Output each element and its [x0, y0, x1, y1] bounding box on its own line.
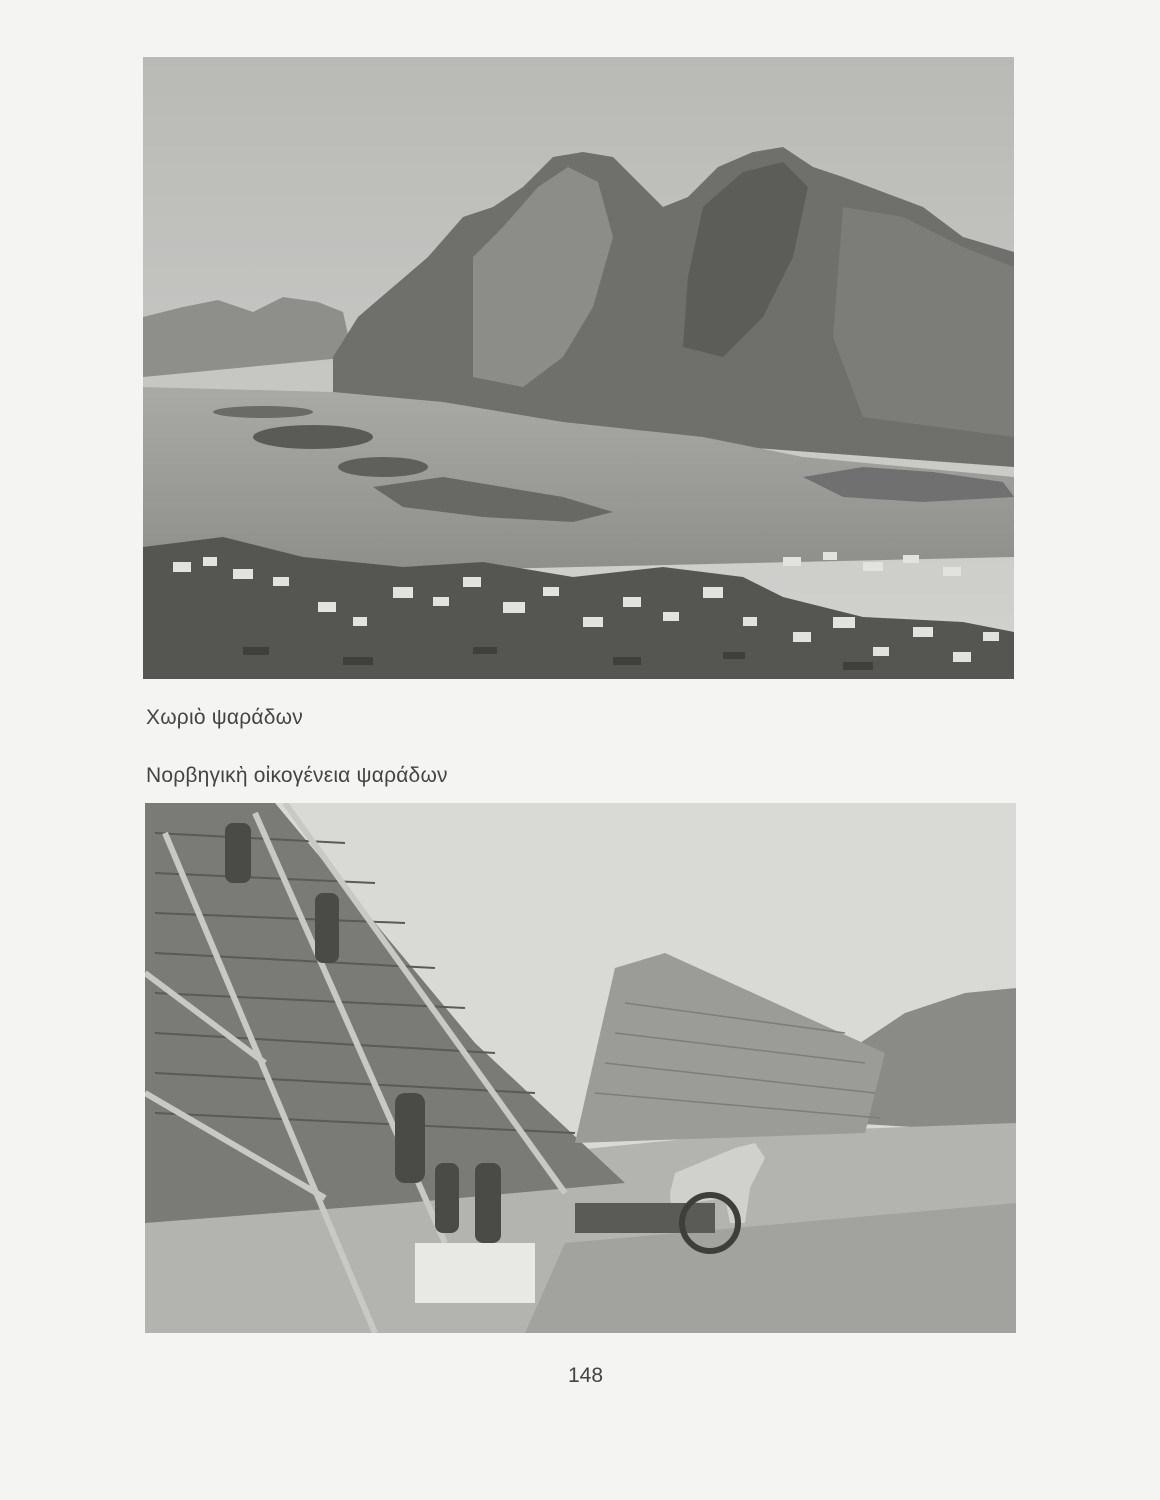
figure-caption-family: Νορβηγικὴ οἰκογένεια ψαράδων	[146, 764, 448, 787]
islet	[213, 406, 313, 418]
islet	[253, 425, 373, 449]
fish-drying-racks-illustration	[145, 803, 1016, 1333]
fish-drying-racks-photo	[145, 803, 1016, 1333]
page-number: 148	[568, 1364, 604, 1387]
islet	[338, 457, 428, 477]
figure-caption-village: Χωριὸ ψαράδων	[146, 706, 303, 729]
fishing-village-photo	[143, 57, 1014, 679]
fishing-village-illustration	[143, 57, 1014, 679]
